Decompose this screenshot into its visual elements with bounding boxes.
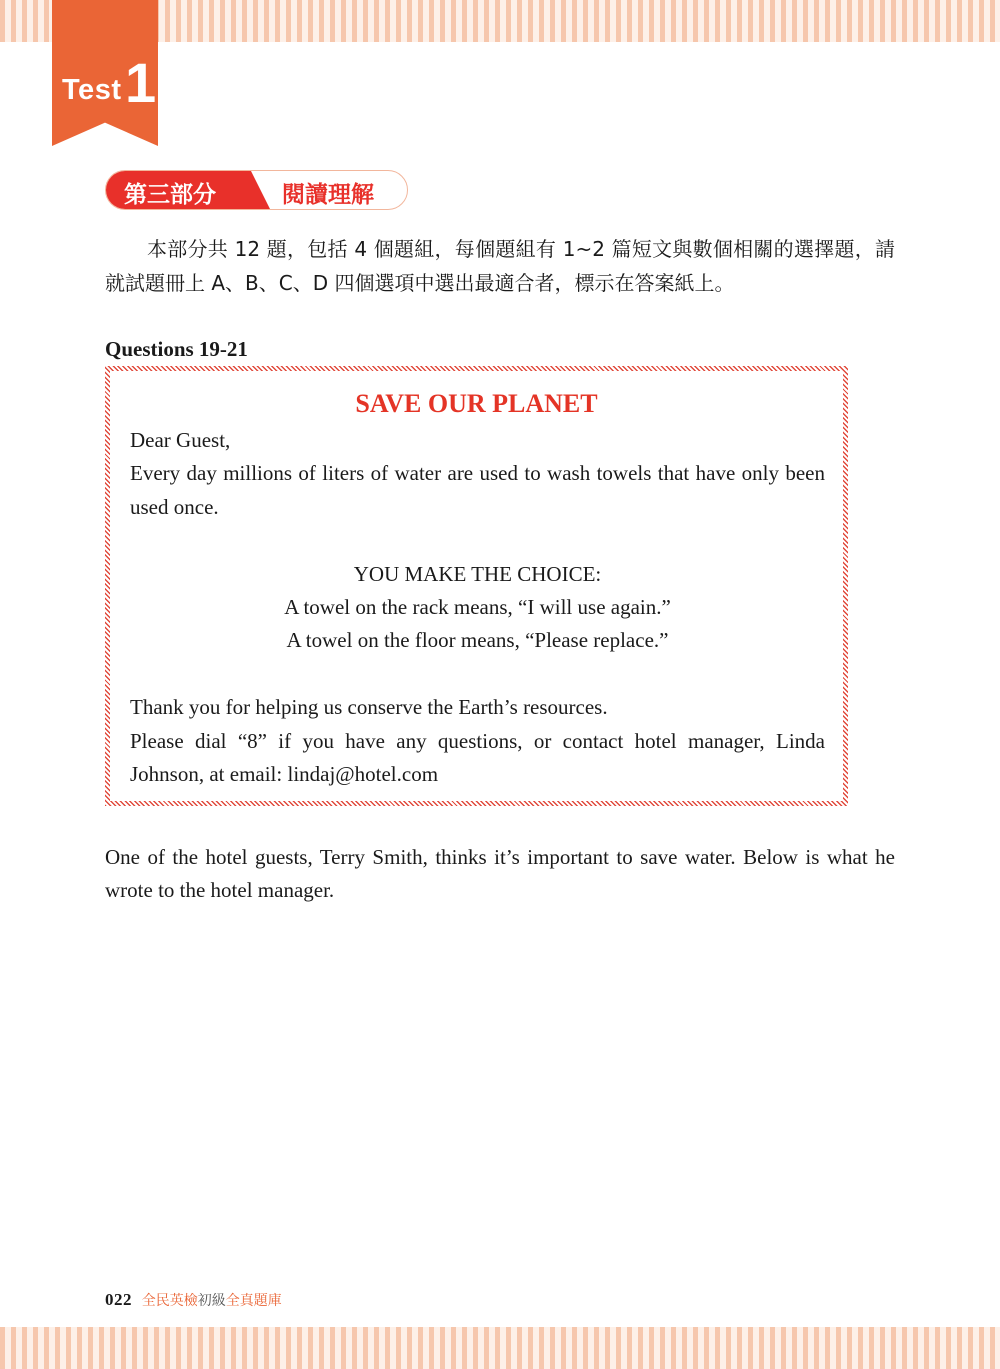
notice-contact: Please dial “8” if you have any questions, or contact hotel manager, Linda Johnson, at email: lindaj@hotel.com — [130, 728, 825, 787]
choice-floor-line: A towel on the floor means, “Please replace.” — [286, 628, 669, 653]
choice-rack-line: A towel on the rack means, “I will use again.” — [284, 595, 671, 620]
notice-content — [110, 371, 843, 801]
notice-card — [105, 366, 848, 806]
book-title-part1: 全民英檢 — [141, 1293, 198, 1309]
book-title-part2: 初級 — [197, 1293, 226, 1309]
notice-body — [130, 424, 825, 791]
notice-title: SAVE OUR PLANET — [355, 389, 598, 418]
spacer — [130, 658, 825, 691]
choice-heading: YOU MAKE THE CHOICE: — [353, 561, 602, 586]
book-title — [142, 1293, 282, 1309]
section-instructions: 本部分共 12 題，包括 4 個題組，每個題組有 1~2 篇短文與數個相關的選擇題，請就試題冊上 A、B、C、D 四個選項中選出最適合者，標示在答案紙上。 — [105, 237, 895, 295]
test-label: Test — [62, 74, 122, 106]
question-group-heading: Questions 19-21 — [105, 337, 248, 361]
page-number: 022 — [105, 1290, 132, 1309]
notice-greeting: Dear Guest, — [130, 428, 231, 452]
notice-thanks: Thank you for helping us conserve the Earth’s resources. — [130, 695, 608, 720]
spacer — [130, 524, 825, 557]
test-number: 1 — [125, 51, 157, 114]
section-part-label: 第三部分 — [124, 182, 216, 208]
section-name-label: 閱讀理解 — [282, 182, 374, 208]
bottom-stripe-band — [0, 1327, 1000, 1369]
follow-up-paragraph: One of the hotel guests, Terry Smith, thinks it’s important to save water. Below is what he wrote to the hotel manager. — [105, 845, 895, 903]
notice-paragraph: Every day millions of liters of water are used to wash towels that have only been used once. — [130, 461, 825, 519]
page-footer — [105, 1290, 282, 1310]
book-title-part3: 全真題庫 — [225, 1293, 282, 1309]
section-header — [105, 170, 408, 210]
